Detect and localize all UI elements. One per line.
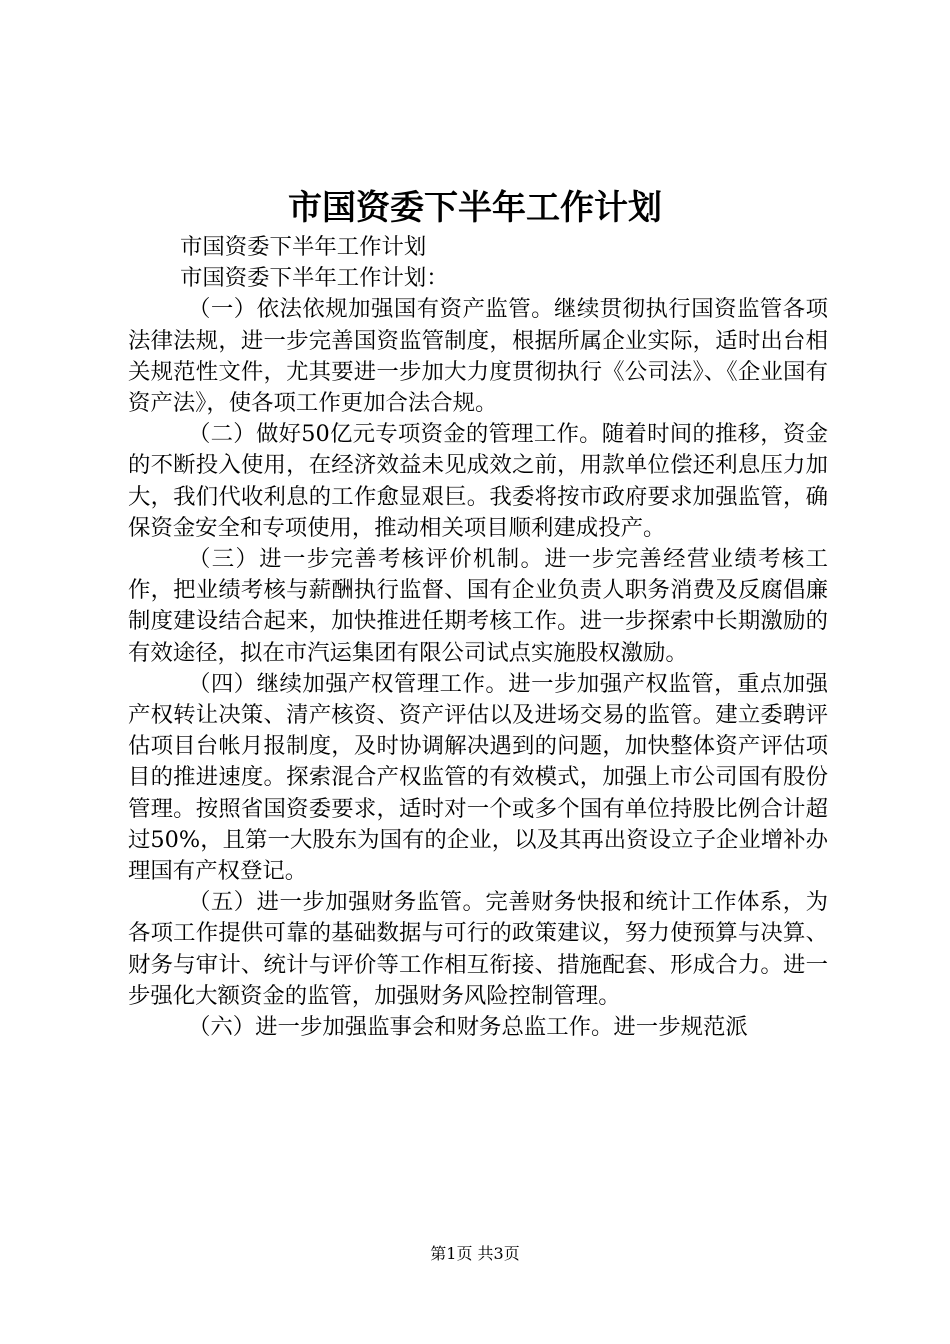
subtitle-line-1: 市国资委下半年工作计划 xyxy=(180,234,427,260)
paragraph-6: （六）进一步加强监事会和财务总监工作。进一步规范派 xyxy=(188,1014,748,1041)
document-title: 市国资委下半年工作计划 xyxy=(288,188,662,228)
page-footer: 第1页 共3页 xyxy=(430,1244,520,1263)
paragraph-2: （二）做好50亿元专项资金的管理工作。随着时间的推移，资金的不断投入使用，在经济效益未见成效之前，用款单位偿还利息压力加大，我们代收利息的工作愈显艰巨。我委将按市政府要求加强监管，确保资金安全和专项使用，推动相关项目顺利建成投产。 xyxy=(128,421,828,541)
paragraph-1: （一）依法依规加强国有资产监管。继续贯彻执行国资监管各项法律法规，进一步完善国资监管制度，根据所属企业实际，适时出台相关规范性文件，尤其要进一步加大力度贯彻执行《公司法》、《企业国有资产法》，使各项工作更加合法合规。 xyxy=(128,296,828,417)
paragraph-4: （四）继续加强产权管理工作。进一步加强产权监管，重点加强产权转让决策、清产核资、资产评估以及进场交易的监管。建立委聘评估项目台帐月报制度，及时协调解决遇到的问题，加快整体资产评估项目的推进速度。探索混合产权监管的有效模式，加强上市公司国有股份管理。按照省国资委要求，适时对一个或多个国有单位持股比例合计超过50%，且第一大股东为国有的企业，以及其再出资设立子企业增补办理国有产权登记。 xyxy=(128,670,828,885)
subtitle-line-2: 市国资委下半年工作计划： xyxy=(180,265,449,292)
document-body xyxy=(128,232,828,1043)
paragraph-3: （三）进一步完善考核评价机制。进一步完善经营业绩考核工作，把业绩考核与薪酬执行监督、国有企业负责人职务消费及反腐倡廉制度建设结合起来，加快推进任期考核工作。进一步探索中长期激励的有效途径，拟在市汽运集团有限公司试点实施股权激励。 xyxy=(128,546,828,666)
paragraph-5: （五）进一步加强财务监管。完善财务快报和统计工作体系，为各项工作提供可靠的基础数据与可行的政策建议，努力使预算与决算、财务与审计、统计与评价等工作相互衔接、措施配套、形成合力。进一步强化大额资金的监管，加强财务风险控制管理。 xyxy=(128,889,828,1009)
